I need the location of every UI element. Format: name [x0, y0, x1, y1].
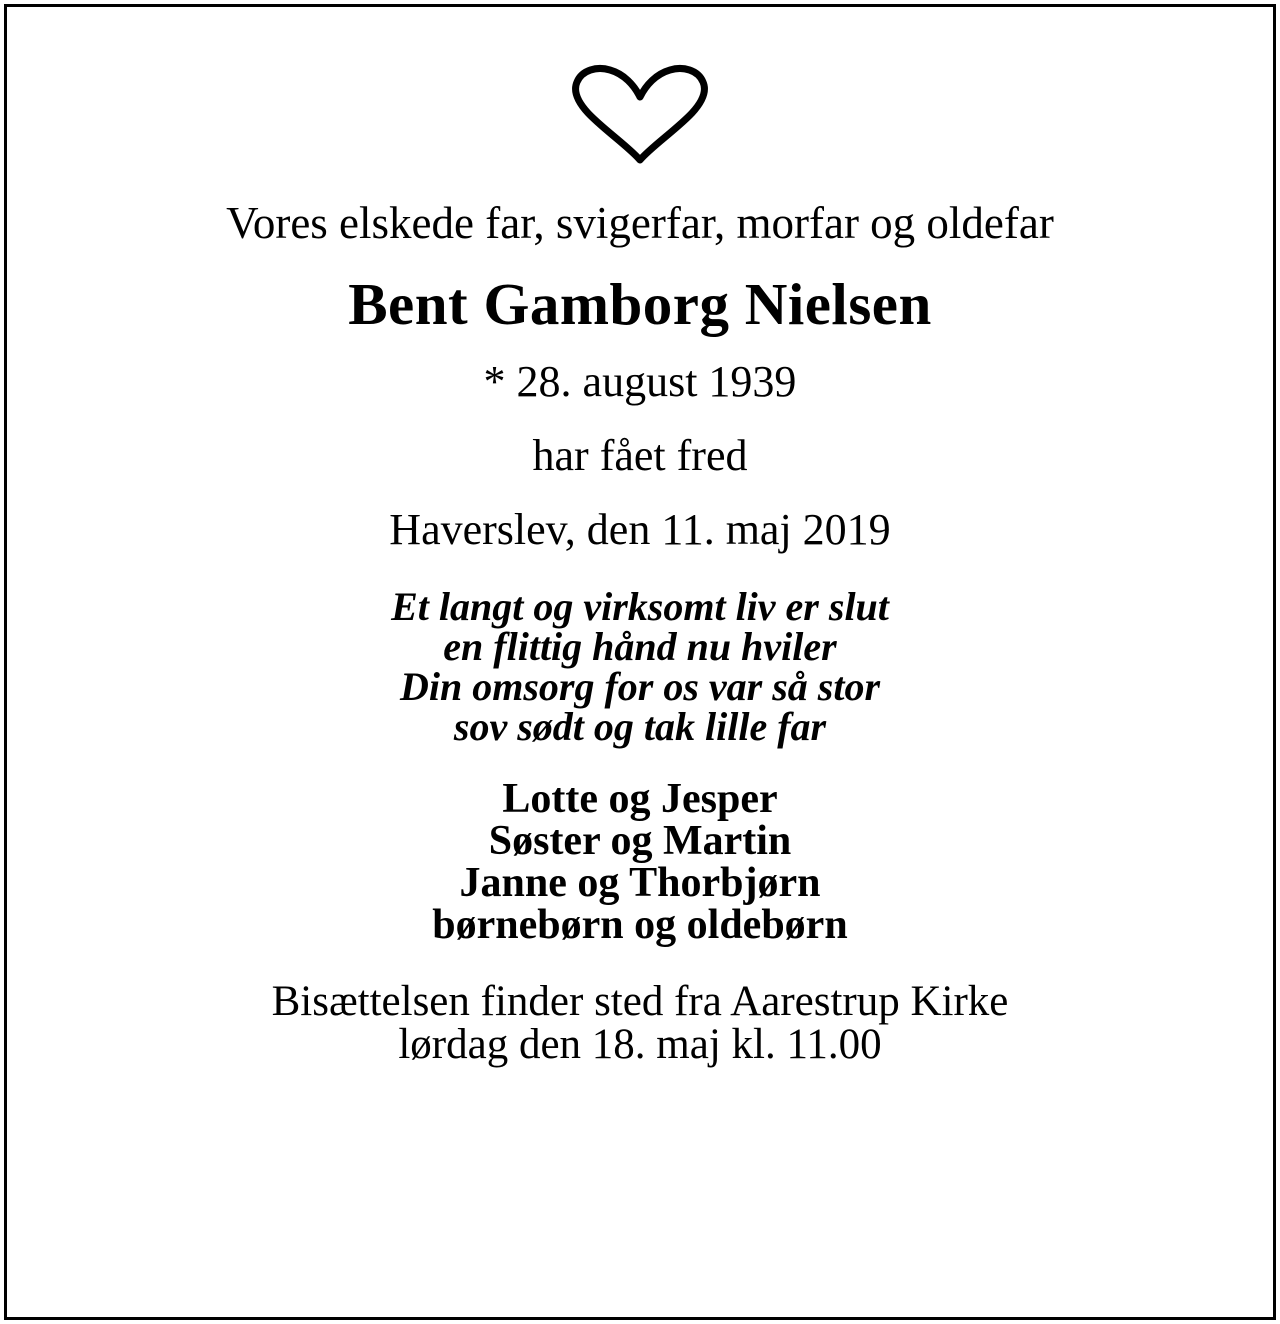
place-and-date-of-death: Haverslev, den 11. maj 2019: [389, 505, 891, 554]
survivor-line: Søster og Martin: [488, 818, 792, 864]
funeral-details: [272, 980, 1009, 1066]
verse-line: Din omsorg for os var så stor: [399, 664, 881, 709]
notice-border-frame: [4, 4, 1276, 1320]
survivors-list: [432, 778, 847, 946]
survivor-line: børnebørn og oldebørn: [432, 902, 848, 948]
funeral-time-line: lørdag den 18. maj kl. 11.00: [398, 1021, 882, 1068]
heart-outline-icon: [560, 63, 720, 167]
relation-line: Vores elskede far, svigerfar, morfar og oldefar: [226, 198, 1054, 248]
passing-phrase: har fået fred: [532, 431, 748, 480]
survivor-line: Janne og Thorbjørn: [459, 860, 821, 906]
memorial-verse: [391, 584, 889, 749]
funeral-location-line: Bisættelsen finder sted fra Aarestrup Kirke: [271, 978, 1009, 1025]
verse-line: sov sødt og tak lille far: [453, 704, 827, 749]
deceased-name: Bent Gamborg Nielsen: [348, 271, 932, 337]
verse-line: en flittig hånd nu hviler: [443, 624, 837, 669]
survivor-line: Lotte og Jesper: [502, 776, 778, 822]
verse-line: Et langt og virksomt liv er slut: [391, 584, 889, 629]
birth-date-line: * 28. august 1939: [483, 357, 797, 406]
